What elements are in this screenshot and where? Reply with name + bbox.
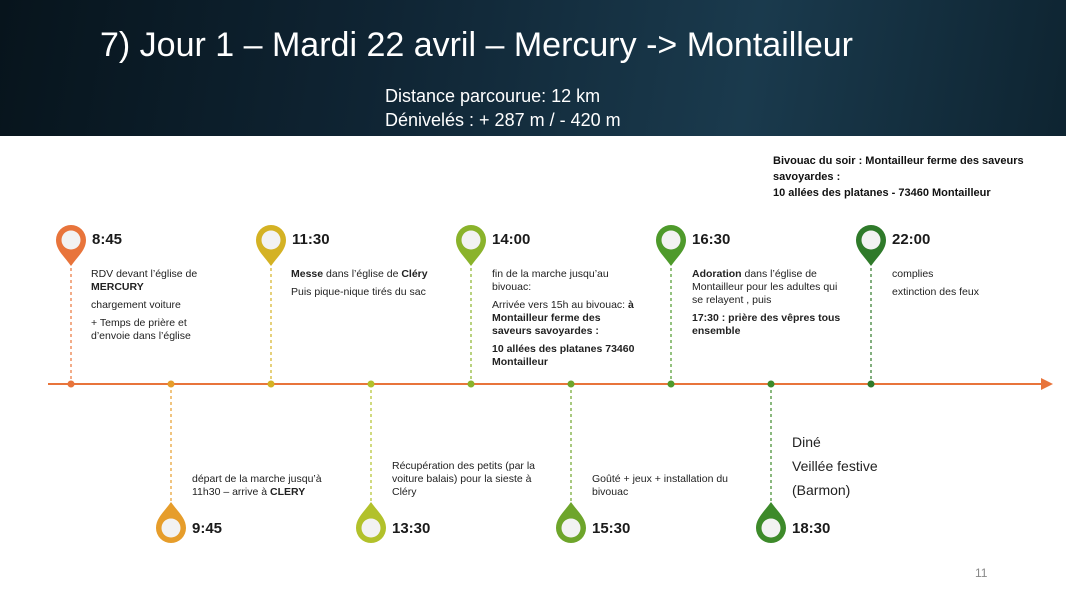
timeline-arrowhead bbox=[1041, 378, 1053, 390]
note-line: Goûté + jeux + installation du bivouac bbox=[592, 473, 729, 498]
note-line: Diné bbox=[792, 434, 821, 450]
note-text: Arrivée vers 15h au bivouac: bbox=[492, 299, 628, 311]
pin-marker-1400 bbox=[456, 225, 486, 266]
page-number: 11 bbox=[975, 566, 988, 580]
event-note-1630 bbox=[692, 268, 847, 343]
note-line bbox=[91, 268, 226, 294]
note-line: Récupération des petits (par la voiture balais) pour la sieste à Cléry bbox=[392, 460, 535, 498]
event-note-0845 bbox=[91, 268, 226, 348]
time-label-1130: 11:30 bbox=[292, 231, 330, 248]
bivouac-note bbox=[773, 153, 1063, 201]
time-label-0945: 9:45 bbox=[192, 520, 223, 537]
event-note-2200 bbox=[892, 268, 1032, 304]
note-line bbox=[192, 473, 352, 499]
event-note-1400 bbox=[492, 268, 642, 374]
time-label-1400: 14:00 bbox=[492, 231, 531, 248]
page-title: 7) Jour 1 – Mardi 22 avril – Mercury -> Montailleur bbox=[100, 26, 853, 64]
note-line: extinction des feux bbox=[892, 286, 979, 298]
note-line: fin de la marche jusqu’au bivouac: bbox=[492, 268, 609, 293]
note-text: dans l’église de Montailleur pour les adultes qui se relayent , puis bbox=[692, 268, 838, 306]
axis-dot-0945 bbox=[168, 381, 175, 388]
event-note-1530 bbox=[592, 473, 752, 504]
note-line: chargement voiture bbox=[91, 299, 181, 311]
note-line bbox=[692, 312, 847, 338]
note-line bbox=[291, 268, 431, 281]
axis-dot-1400 bbox=[468, 381, 475, 388]
axis-dot-1330 bbox=[368, 381, 375, 388]
axis-dot-1630 bbox=[668, 381, 675, 388]
note-bold: 10 allées des platanes 73460 Montailleur bbox=[492, 343, 635, 368]
pin-marker-2200 bbox=[856, 225, 886, 266]
note-text: départ de la marche jusqu’à 11h30 – arrive à bbox=[192, 473, 322, 498]
axis-dot-1130 bbox=[268, 381, 275, 388]
note-line: Veillée festive bbox=[792, 458, 878, 474]
time-label-0845: 8:45 bbox=[92, 231, 123, 248]
pin-marker-0945 bbox=[156, 502, 186, 543]
note-bold: 17:30 : prière des vêpres tous ensemble bbox=[692, 312, 841, 337]
note-line: + Temps de prière et d’envoie dans l’église bbox=[91, 317, 191, 342]
note-bold: Messe bbox=[291, 268, 324, 280]
time-label-2200: 22:00 bbox=[892, 231, 931, 248]
axis-dot-0845 bbox=[68, 381, 75, 388]
time-label-1830: 18:30 bbox=[792, 520, 831, 537]
note-line bbox=[492, 343, 642, 369]
pin-marker-1830 bbox=[756, 502, 786, 543]
bivouac-line-1: Bivouac du soir : Montailleur ferme des saveurs savoyardes : bbox=[773, 155, 1024, 183]
time-label-1530: 15:30 bbox=[592, 520, 631, 537]
pin-marker-1330 bbox=[356, 502, 386, 543]
pin-marker-1130 bbox=[256, 225, 286, 266]
note-bold: à Montailleur ferme des saveurs savoyardes : bbox=[492, 299, 634, 337]
event-note-1830 bbox=[792, 430, 878, 502]
note-line: Puis pique-nique tirés du sac bbox=[291, 286, 426, 298]
elevation-text: Dénivelés : + 287 m / - 420 m bbox=[385, 110, 621, 130]
note-line: (Barmon) bbox=[792, 482, 851, 498]
note-line bbox=[692, 268, 847, 307]
distance-text: Distance parcourue: 12 km bbox=[385, 86, 601, 106]
event-note-0945 bbox=[192, 473, 352, 504]
time-label-1330: 13:30 bbox=[392, 520, 431, 537]
axis-dot-1530 bbox=[568, 381, 575, 388]
pin-marker-0845 bbox=[56, 225, 86, 266]
note-text: dans l’église de bbox=[323, 268, 402, 280]
bivouac-line-2: 10 allées des platanes - 73460 Montailleur bbox=[773, 187, 991, 199]
time-label-1630: 16:30 bbox=[692, 231, 731, 248]
pin-marker-1630 bbox=[656, 225, 686, 266]
note-text: RDV devant l’église de bbox=[91, 268, 198, 280]
note-bold: MERCURY bbox=[91, 281, 144, 293]
axis-dot-1830 bbox=[768, 381, 775, 388]
note-line bbox=[492, 299, 642, 338]
event-note-1330 bbox=[392, 460, 552, 504]
event-note-1130 bbox=[291, 268, 431, 304]
pin-marker-1530 bbox=[556, 502, 586, 543]
note-line: complies bbox=[892, 268, 934, 280]
note-bold: CLERY bbox=[270, 486, 306, 498]
note-bold: Adoration bbox=[692, 268, 742, 280]
axis-dot-2200 bbox=[868, 381, 875, 388]
note-bold: Cléry bbox=[401, 268, 428, 280]
